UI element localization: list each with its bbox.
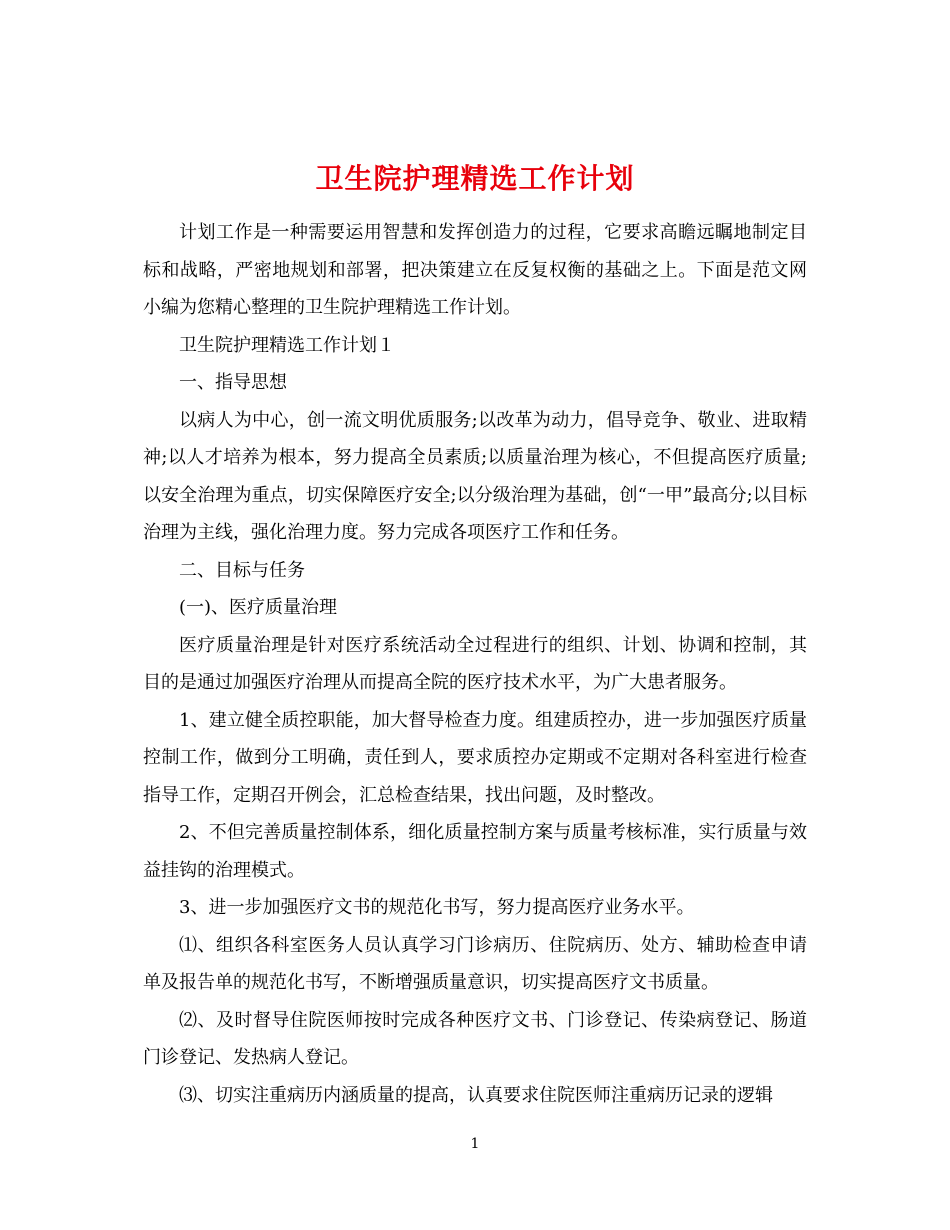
section-heading: 一、指导思想 [179, 372, 287, 393]
section-heading: 二、目标与任务 [179, 559, 305, 581]
paragraph: 计划工作是一种需要运用智慧和发挥创造力的过程，它要求高瞻远瞩地制定目标和战略，严密地规划和部署，把决策建立在反复权衡的基础之上。下面是范文网小编为您精心整理的卫生院护理精选工作计划。 [143, 222, 807, 318]
paragraph: 3、进一步加强医疗文书的规范化书写，努力提高医疗业务水平。 [179, 897, 695, 918]
section-heading: (一)、医疗质量治理 [179, 597, 338, 618]
document-body [143, 214, 807, 1114]
document-title: 卫生院护理精选工作计划 [315, 161, 635, 195]
paragraph: ⑵、及时督导住院医师按时完成各种医疗文书、门诊登记、传染病登记、肠道门诊登记、发热病人登记。 [143, 1009, 807, 1068]
paragraph: 2、不但完善质量控制体系，细化质量控制方案与质量考核标准，实行质量与效益挂钩的治理模式。 [143, 822, 807, 881]
paragraph: 以病人为中心，创一流文明优质服务;以改革为动力，倡导竞争、敬业、进取精神;以人才培养为根本，努力提高全员素质;以质量治理为核心，不但提高医疗质量;以安全治理为重点，切实保障医疗安全;以分级治理为基础，创“一甲”最高分;以目标治理为主线，强化治理力度。努力完成各项医疗工作和任务。 [143, 409, 807, 543]
paragraph: 医疗质量治理是针对医疗系统活动全过程进行的组织、计划、协调和控制，其目的是通过加强医疗治理从而提高全院的医疗技术水平，为广大患者服务。 [143, 634, 807, 693]
paragraph: 1、建立健全质控职能，加大督导检查力度。组建质控办，进一步加强医疗质量控制工作，做到分工明确，责任到人，要求质控办定期或不定期对各科室进行检查指导工作，定期召开例会，汇总检查结果，找出问题，及时整改。 [143, 709, 807, 806]
page-number: 1 [470, 1136, 480, 1152]
paragraph: ⑴、组织各科室医务人员认真学习门诊病历、住院病历、处方、辅助检查申请单及报告单的规范化书写，不断增强质量意识，切实提高医疗文书质量。 [143, 934, 807, 993]
section-heading: 卫生院护理精选工作计划１ [179, 334, 395, 356]
paragraph: ⑶、切实注重病历内涵质量的提高，认真要求住院医师注重病历记录的逻辑 [179, 1084, 773, 1106]
